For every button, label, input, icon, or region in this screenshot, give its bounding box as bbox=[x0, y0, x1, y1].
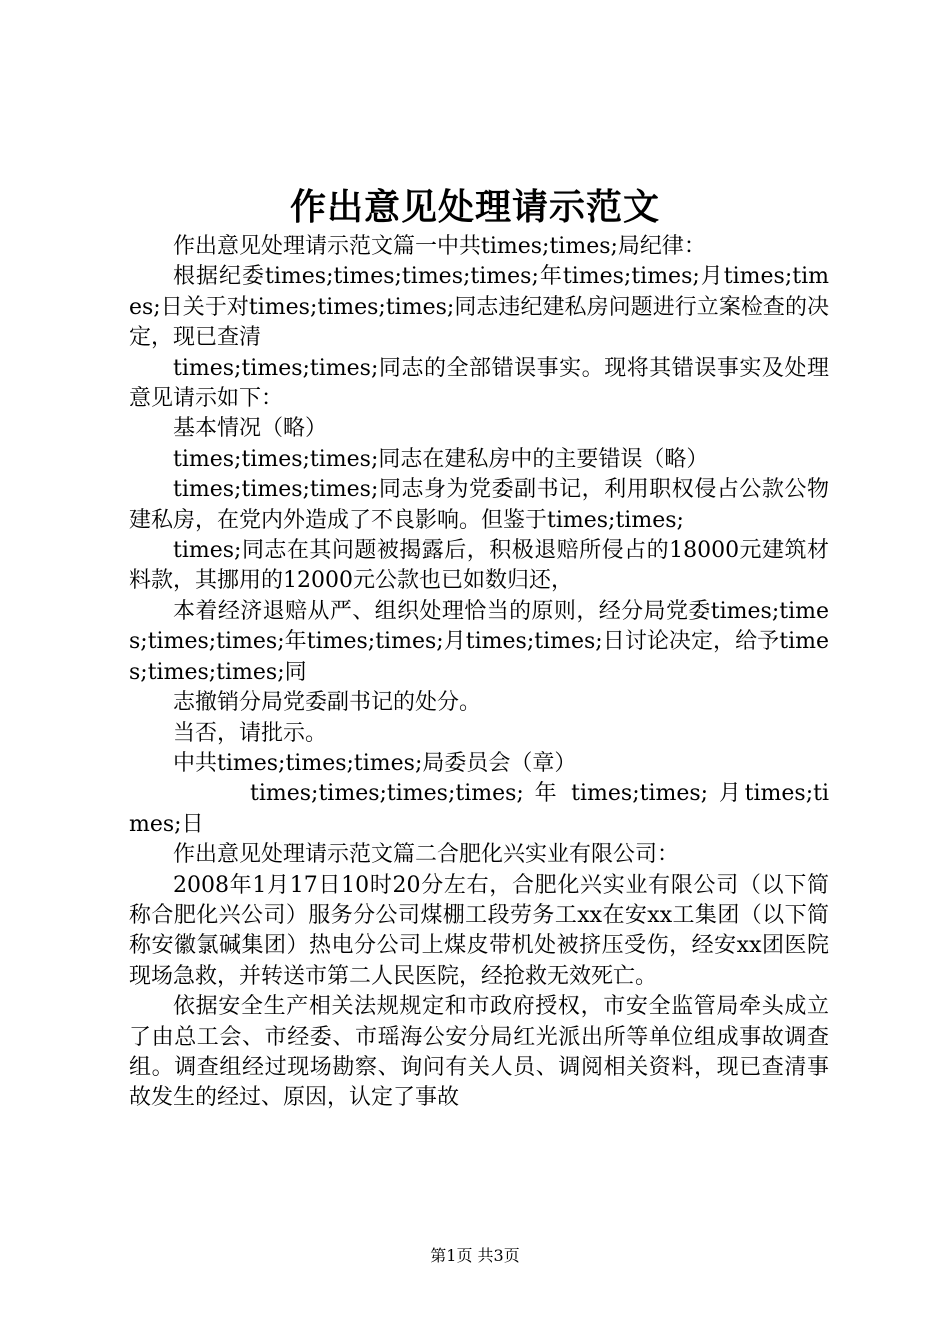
page-title: 作出意见处理请示范文 bbox=[289, 186, 660, 228]
paragraph: 基本情况（略） bbox=[173, 416, 328, 442]
signature-line: 中共times;times;times;局委员会（章） bbox=[173, 750, 577, 776]
paragraph: 作出意见处理请示范文篇一中共times;times;局纪律： bbox=[173, 234, 706, 259]
paragraph: 依据安全生产相关法规规定和市政府授权，市安全监管局牵头成立了由总工会、市经委、市瑶海公安分局红光派出所等单位组成事故调查组。调查组经过现场勘察、询问有关人员、调阅相关资料，现已查清事故发生的经过、原因，认定了事故 bbox=[129, 994, 829, 1111]
paragraph: 2008年1月17日10时20分左右，合肥化兴实业有限公司（以下简称合肥化兴公司）服务分公司煤棚工段劳务工xx在安xx工集团（以下简称安徽氯碱集团）热电分公司上煤皮带机处被挤压受伤，经安xx团医院现场急救，并转送市第二人民医院，经抢救无效死亡。 bbox=[129, 872, 829, 989]
page-number: 第1页 共3页 bbox=[430, 1246, 520, 1265]
paragraph: times;同志在其问题被揭露后，积极退赔所侵占的18000元建筑材料款，其挪用的12000元公款也已如数归还， bbox=[129, 538, 829, 594]
paragraph: times;times;times;同志在建私房中的主要错误（略） bbox=[173, 446, 709, 472]
paragraph: times;times;times;同志的全部错误事实。现将其错误事实及处理意见请示如下： bbox=[129, 355, 829, 412]
paragraph: 作出意见处理请示范文篇二合肥化兴实业有限公司： bbox=[173, 842, 680, 868]
signature-date: times;times;times;times; 年 times;times; 月times;times;日 bbox=[129, 781, 829, 837]
paragraph: 当否，请批示。 bbox=[173, 720, 328, 746]
paragraph: 根据纪委times;times;times;times;年times;times;月times;times;日关于对times;times;times;同志违纪建私房问题进行立案检查的决定，现已查清 bbox=[129, 264, 829, 351]
paragraph: times;times;times;同志身为党委副书记，利用职权侵占公款公物建私房，在党内外造成了不良影响。但鉴于times;times; bbox=[129, 477, 829, 533]
paragraph: 志撤销分局党委副书记的处分。 bbox=[173, 690, 482, 716]
paragraph: 本着经济退赔从严、组织处理恰当的原则，经分局党委times;times;times;times;年times;times;月times;times;日讨论决定，给予times;times;times;同 bbox=[129, 598, 829, 685]
document-body bbox=[129, 232, 829, 1114]
